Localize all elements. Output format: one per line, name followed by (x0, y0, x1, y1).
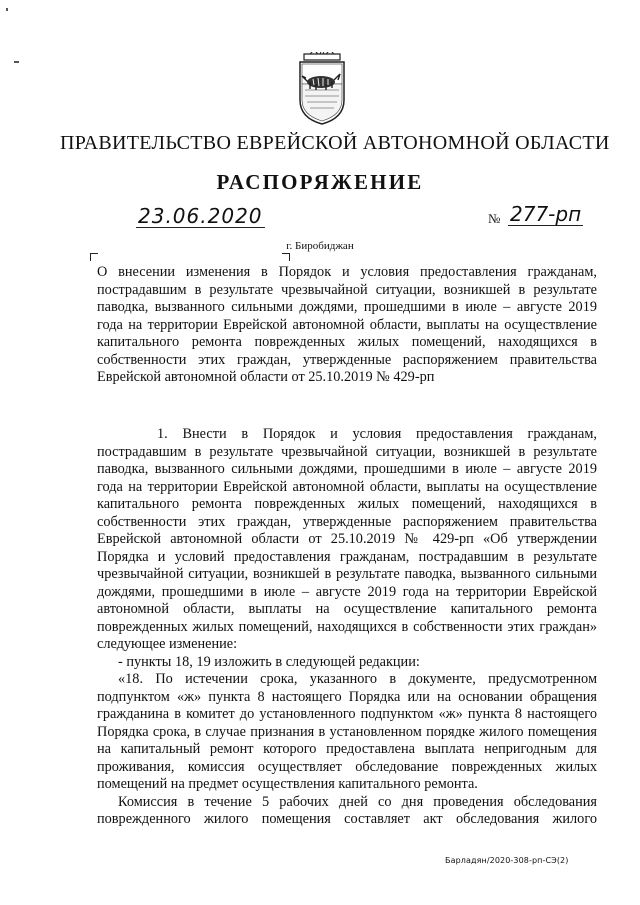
coat-of-arms-emblem (296, 52, 348, 126)
body-item-1: 1. Внести в Порядок и условия предоставления гражданам, пострадавшим в результате чрезвычайной ситуации, возникшей в результате паводка, вызванного сильными дождями, прошедшими в июле – августе 2019 года на территории Еврейской автономной области, выплаты на осуществление капитального ремонта поврежденных жилых помещений, находящихся в собственности этих граждан, утвержденные распоряжением правительства Еврейской автономной области от 25.10.2019 № 429-рп «Об утверждении Порядка и условий предоставления гражданам, пострадавшим в результате чрезвычайной ситуации, возникшей в результате паводка, вызванного сильными дождями, прошедшими в июле – августе 2019 года на территории Еврейской автономной области, выплаты на осуществление капитального ремонта поврежденных жилых помещений, находящихся в собственности этих граждан» следующее изменение: (97, 426, 597, 652)
number-sign: № (488, 211, 501, 226)
body-paragraph-18: «18. По истечении срока, указанного в документе, предусмотренном подпунктом «ж» пункта 8 настоящего Порядка или на основании обращения гражданина в комитет до установленного подпунктом «ж» пункта 8 настоящего Порядка срока, в случае признания в установленном порядке жилого помещения на капитальный ремонт которого предоставлена выплата непригодным для проживания, комиссия осуществляет обследование поврежденных жилых помещений на предмет осуществления капитального ремонта. (97, 671, 597, 792)
issuing-authority: ПРАВИТЕЛЬСТВО ЕВРЕЙСКОЙ АВТОНОМНОЙ ОБЛАСТИ (60, 132, 610, 154)
document-footer-code: Барладян/2020-308-рп-СЭ(2) (445, 856, 569, 865)
document-number: 277-рп (510, 202, 582, 226)
body-bullet-point: - пункты 18, 19 изложить в следующей редакции: (118, 653, 420, 670)
scan-speck (6, 8, 8, 11)
body-paragraph-commission: Комиссия в течение 5 рабочих дней со дня проведения обследования поврежденного жилого помещения составляет акт обследования жилого (97, 793, 597, 827)
document-title (97, 264, 597, 387)
title-paragraph: О внесении изменения в Порядок и условия предоставления гражданам, пострадавшим в результате чрезвычайной ситуации, возникшей в результате паводка, вызванного сильными дождями, прошедшими в июле – августе 2019 года на территории Еврейской автономной области, выплаты на осуществление капитального ремонта поврежденных жилых помещений, находящихся в собственности этих граждан, утвержденные распоряжением правительства Еврейской автономной области от 25.10.2019 № 429-рп (97, 264, 597, 385)
city-line: г. Биробиджан (286, 240, 354, 252)
title-corner-mark-left (90, 253, 98, 261)
title-corner-mark-right (282, 253, 290, 261)
document-date: 23.06.2020 (138, 204, 263, 228)
document-body (97, 426, 597, 829)
scan-speck (14, 61, 19, 63)
document-type-heading: РАСПОРЯЖЕНИЕ (216, 170, 424, 194)
